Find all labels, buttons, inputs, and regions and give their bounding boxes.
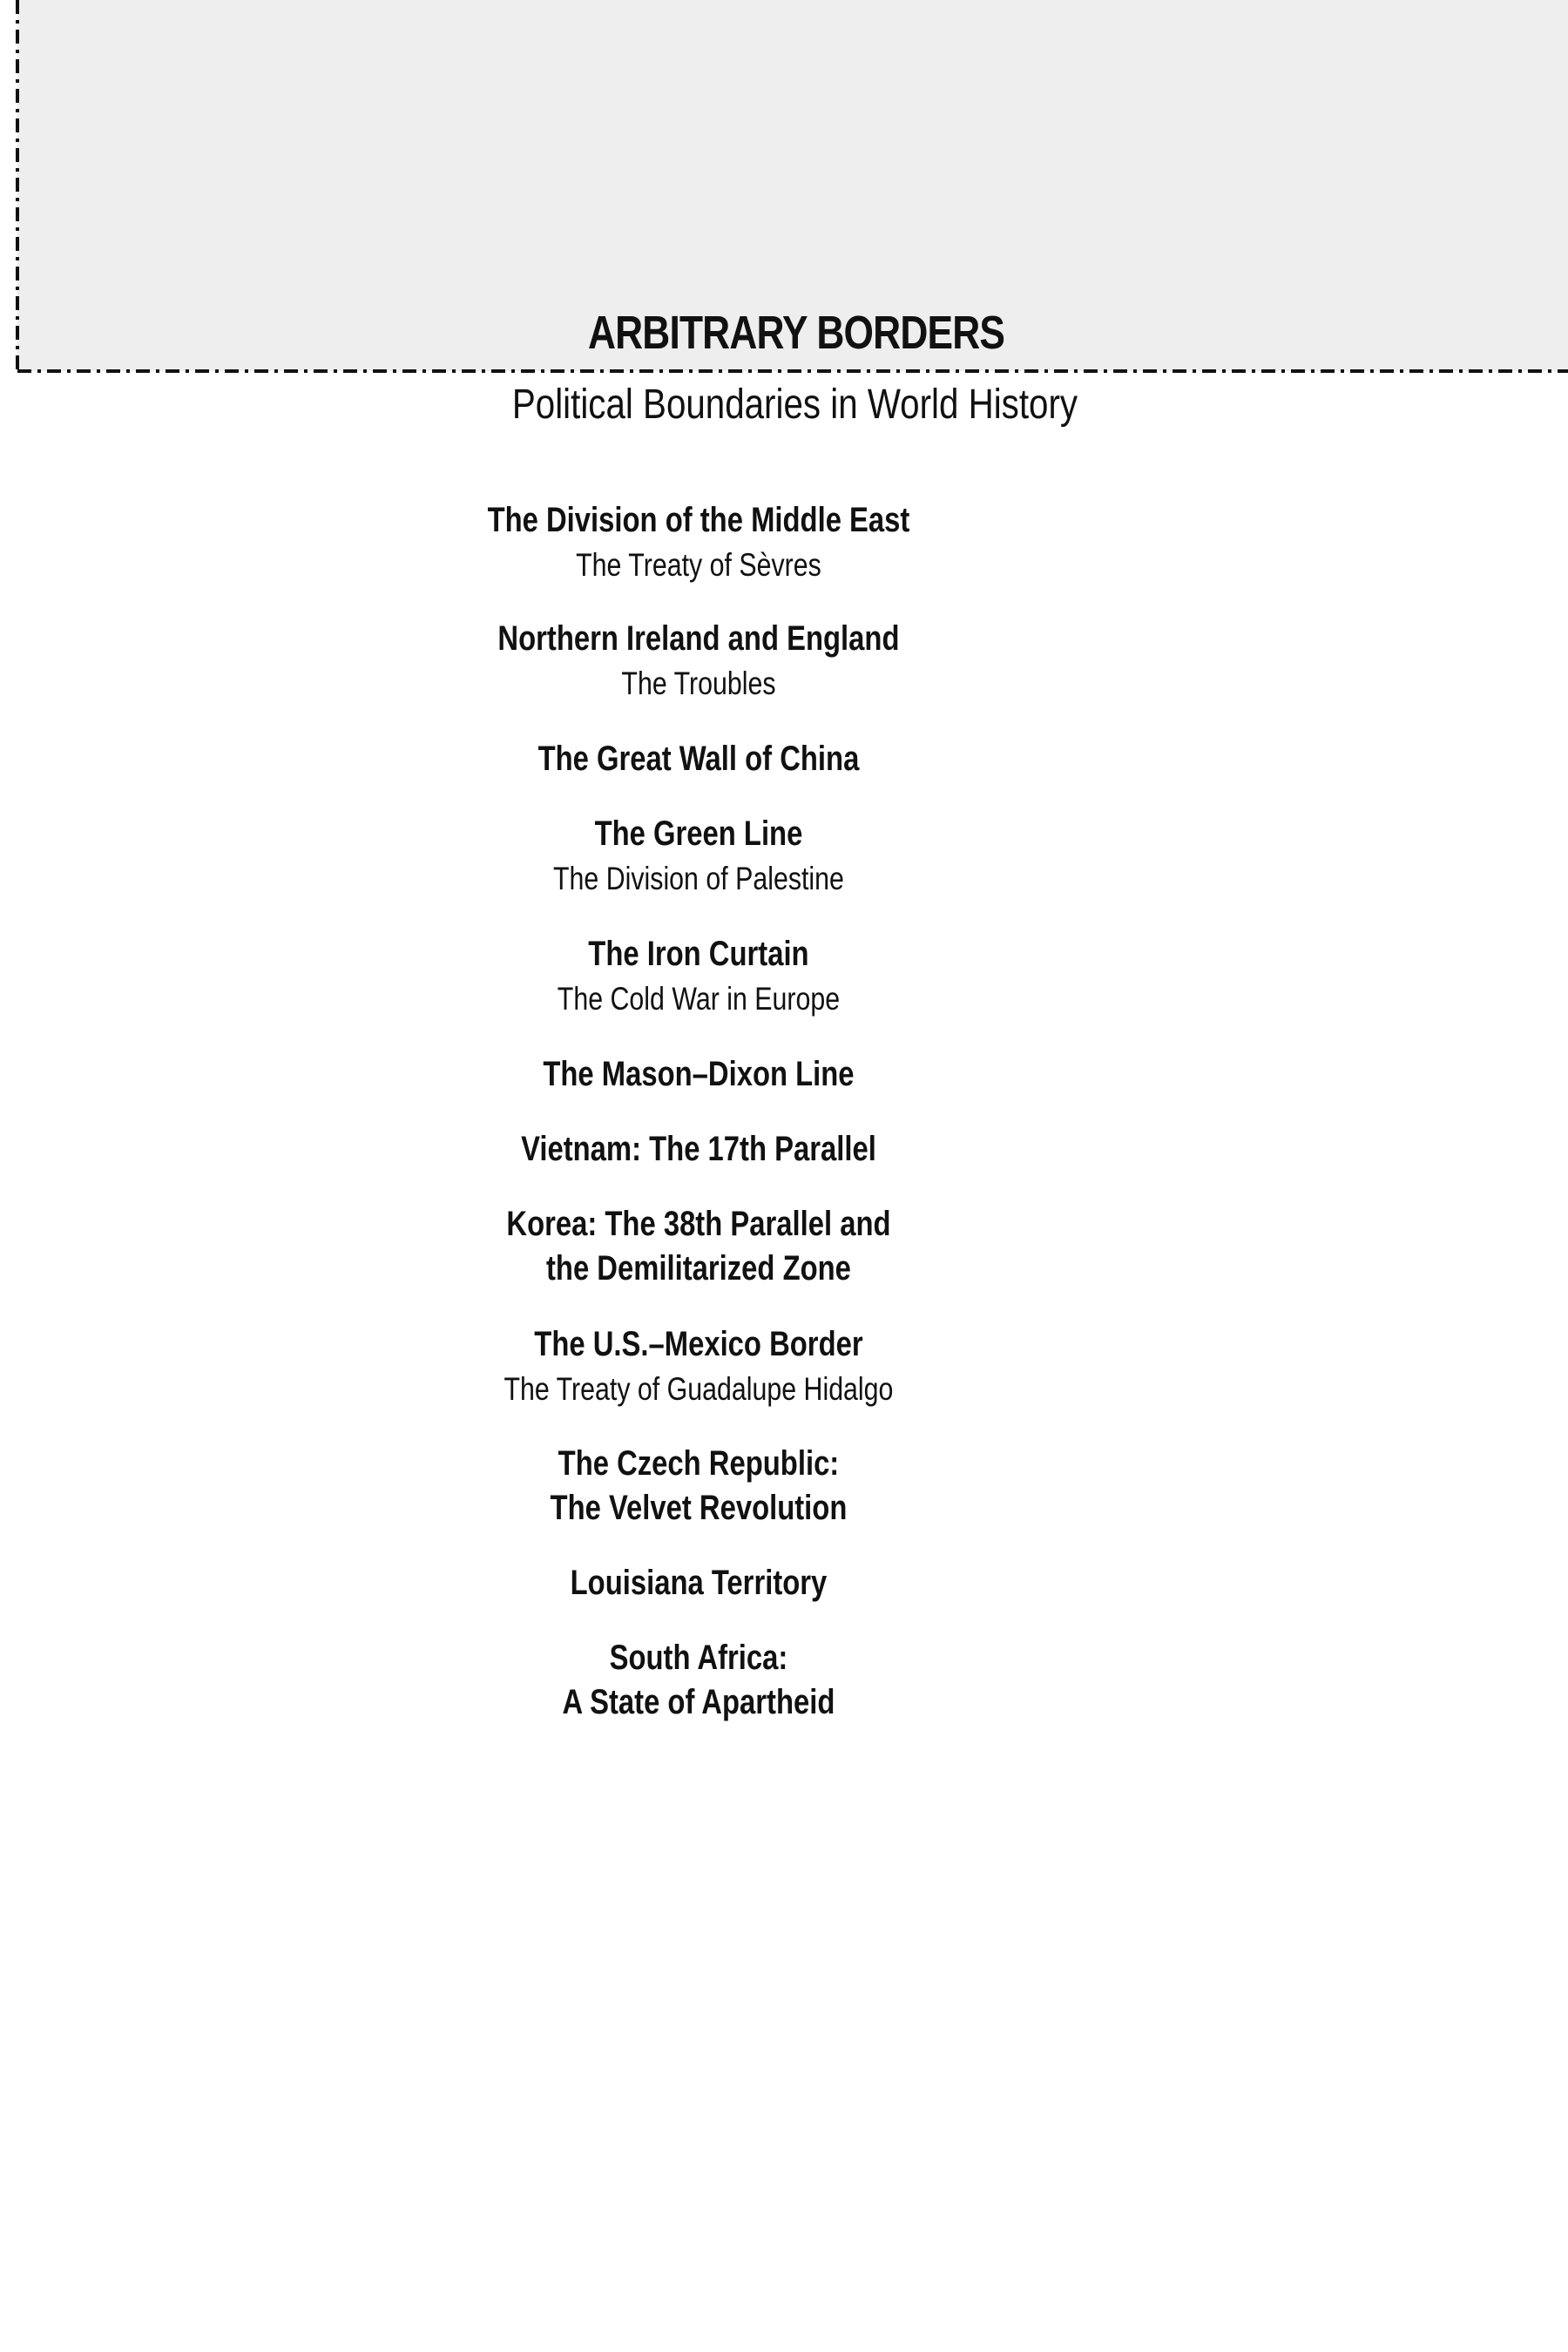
book-title: The Great Wall of China (537, 740, 860, 778)
book-title: The Czech Republic: The Velvet Revolution (550, 1444, 848, 1527)
book-title: Louisiana Territory (570, 1564, 828, 1602)
book-title: Northern Ireland and England (497, 619, 900, 658)
series-subtitle: Political Boundaries in World History (511, 382, 1078, 428)
book-title: South Africa: A State of Apartheid (562, 1639, 835, 1721)
book-subtitle: The Division of Palestine (553, 861, 844, 896)
book-item (0, 1442, 1397, 1531)
book-subtitle: The Treaty of Guadalupe Hidalgo (504, 1371, 894, 1407)
book-title: The U.S.–Mexico Border (534, 1325, 863, 1363)
book-item (0, 932, 1397, 1021)
book-title: The Division of the Middle East (487, 501, 910, 539)
book-item (0, 617, 1397, 706)
book-item (0, 737, 1397, 781)
series-title: ARBITRARY BORDERS (587, 307, 1005, 359)
book-subtitle: The Treaty of Sèvres (576, 547, 821, 583)
book-item (0, 1636, 1397, 1725)
book-subtitle: The Cold War in Europe (557, 981, 841, 1017)
book-title: The Mason–Dixon Line (543, 1055, 855, 1093)
book-title: The Green Line (594, 814, 803, 853)
book-subtitle: The Troubles (621, 666, 776, 701)
book-title: The Iron Curtain (588, 935, 809, 973)
book-title: Korea: The 38th Parallel and the Demilitarized Zone (506, 1205, 891, 1288)
book-title: Vietnam: The 17th Parallel (521, 1130, 876, 1168)
book-item (0, 498, 1397, 587)
book-item (0, 1052, 1397, 1097)
book-item (0, 812, 1397, 901)
book-item (0, 1127, 1397, 1172)
book-item (0, 1561, 1397, 1605)
book-item (0, 1322, 1397, 1411)
book-item (0, 1202, 1397, 1291)
